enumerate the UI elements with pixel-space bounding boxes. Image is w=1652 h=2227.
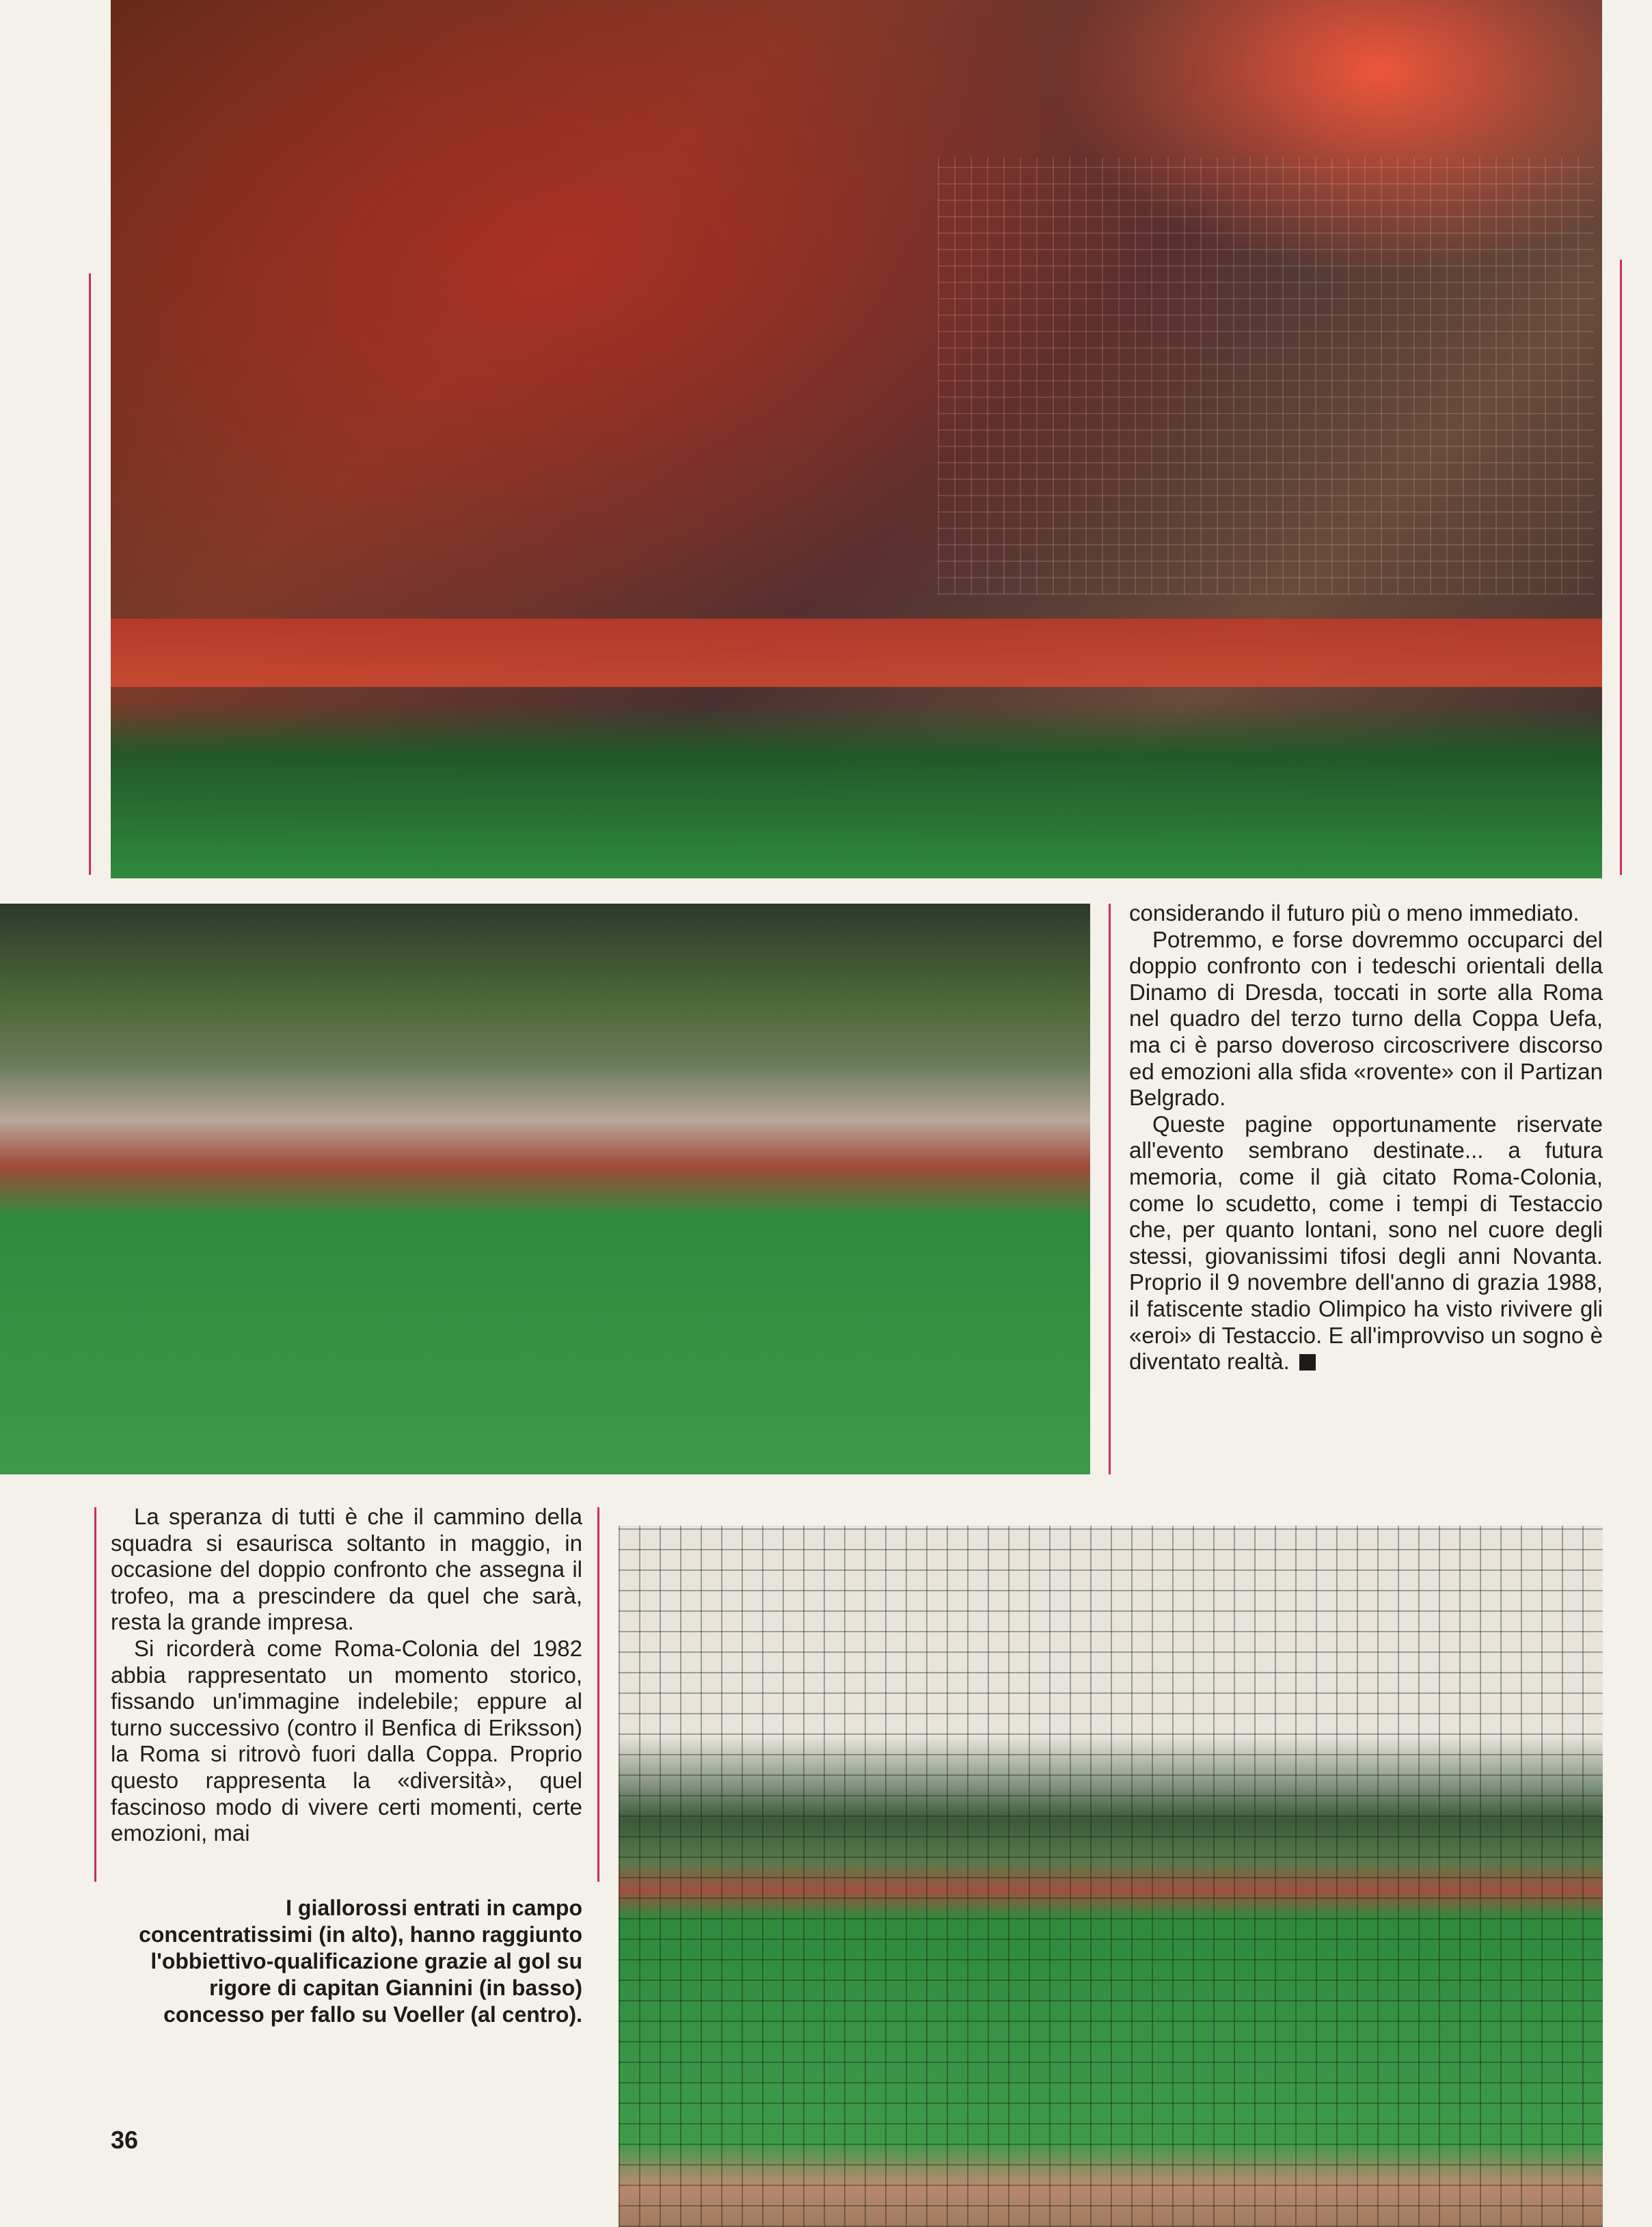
paragraph: Potremmo, e forse dovremmo occuparci del doppio confronto con i tedeschi orientali della Dinamo di Dresda, toccati in sorte alla Roma nel quadro del terzo turno della Coppa Uefa, ma ci è parso doveroso circoscrivere discorso ed emozioni alla sfida «rovente» con il Partizan Belgrado.	[1129, 926, 1603, 1111]
paragraph: La speranza di tutti è che il cammino della squadra si esaurisca soltanto in maggio, in occasione del doppio confronto che assegna il trofeo, ma a prescindere da quel che sarà, resta la grande impresa.	[111, 1504, 582, 1635]
paragraph: Si ricorderà come Roma-Colonia del 1982 abbia rappresentato un momento storico, fissando un'immagine indelebile; eppure al turno successivo (contro il Benfica di Eriksson) la Roma si ritrovò fuori dalla Coppa. Proprio questo rappresenta la «diversità», quel fascinoso modo di vivere certi momenti, certe emozioni, mai	[111, 1635, 582, 1846]
paragraph: considerando il futuro più o meno immediato.	[1129, 900, 1580, 926]
article-text-right	[1129, 900, 1603, 1375]
photo-caption: I giallorossi entrati in campo concentratissimi (in alto), hanno raggiunto l'obbiettivo-qualificazione grazie al gol su rigore di capitan Giannini (in basso) concesso per fallo su Voeller (al centro).	[139, 1895, 582, 2027]
photo-team-entrance	[111, 0, 1602, 878]
paragraph-text: Queste pagine opportunamente riservate all'evento sembrano destinate... a futura memoria, come il già citato Roma-Colonia, come lo scudetto, come i tempi di Testaccio che, per quanto lontani, sono nel cuore degli stessi, giovanissimi tifosi degli anni Novanta. Proprio il 9 novembre dell'anno di grazia 1988, il fatiscente stadio Olimpico ha visto rivivere gli «eroi» di Testaccio. E all'improvviso un sogno è diventato realtà.	[1129, 1111, 1603, 1375]
paragraph	[1129, 1111, 1603, 1375]
photo-foul-on-voeller	[0, 904, 1090, 1474]
photo-penalty-goal	[619, 1526, 1603, 2227]
page-number: 36	[111, 2126, 139, 2154]
article-text-left	[111, 1504, 582, 1847]
left-rule-top	[89, 273, 91, 875]
rule-right-column	[1109, 904, 1111, 1474]
rule-left-column-start	[94, 1507, 96, 1882]
photo-net-overlay	[938, 157, 1594, 595]
right-rule-top	[1620, 260, 1622, 875]
rule-left-column-end	[597, 1507, 599, 1882]
end-of-article-icon	[1299, 1354, 1316, 1371]
photo-sponsor-boards	[111, 619, 1602, 687]
